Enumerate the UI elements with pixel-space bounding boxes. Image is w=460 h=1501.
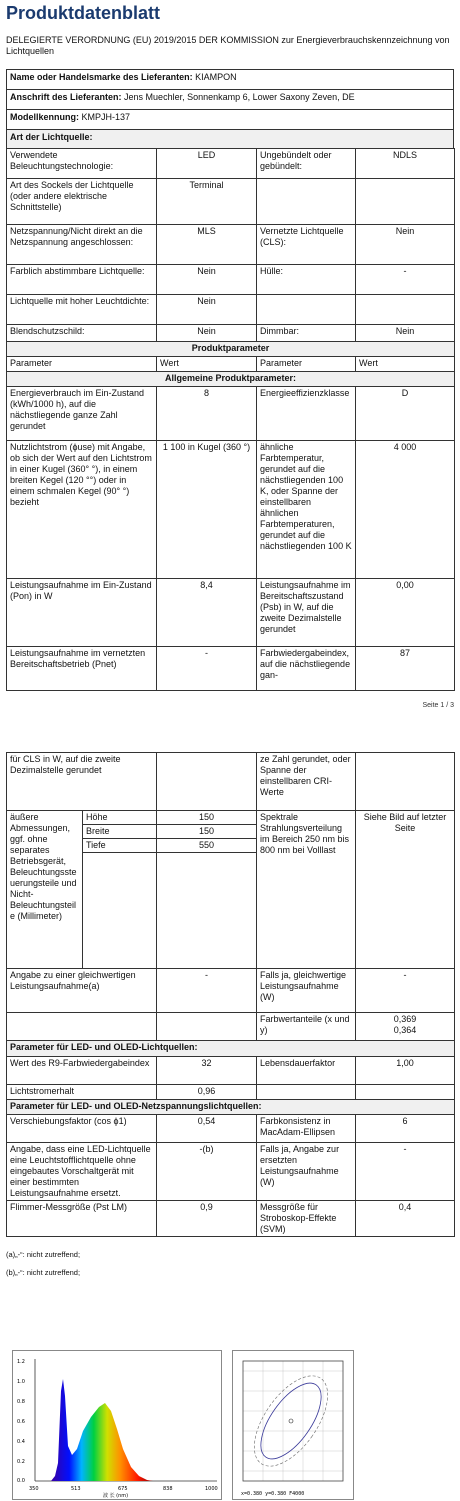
cell: Verwendete Beleuchtungstechnologie: — [7, 149, 157, 179]
table-row — [7, 441, 455, 579]
cell: 4 000 — [356, 441, 455, 579]
cell: Wert des R9-Farbwiedergabeindex — [7, 1057, 157, 1085]
cell: Energieeffizienzklasse — [257, 387, 356, 441]
cell: Lichtstromerhalt — [7, 1085, 157, 1100]
model-value: KMPJH-137 — [81, 112, 131, 122]
dimension-row-height — [7, 811, 455, 825]
table-row — [7, 1143, 455, 1201]
cell: Vernetzte Lichtquelle (CLS): — [257, 225, 356, 265]
cell: Farbkonsistenz in MacAdam-Ellipsen — [257, 1115, 356, 1143]
cell: 8 — [157, 387, 257, 441]
cell: Angabe zu einer gleichwertigen Leistungsaufnahme(a) — [7, 969, 157, 1013]
spectrum-svg — [13, 1351, 221, 1499]
cell: ähnliche Farbtemperatur, gerundet auf die nächstliegenden 100 K, oder Spanne der einstellbaren ähnlichen Farbtemperaturen, gerundet auf die nächstliegenden 100 K — [257, 441, 356, 579]
chromaticity-caption: x=0.380 y=0.380 F4000 — [241, 1491, 305, 1497]
type-row-tunable — [7, 265, 455, 295]
cell: Nein — [356, 225, 455, 265]
document-title: Produktdatenblatt — [6, 3, 161, 23]
cell: Nein — [356, 325, 455, 342]
cell: Leistungsaufnahme im Bereitschaftszustand (Psb) in W, auf die zweite Dezimalstelle gerundet — [257, 579, 356, 647]
cell: 0,4 — [356, 1201, 455, 1237]
x-tick: 838 — [163, 1486, 173, 1492]
cell: - — [356, 969, 455, 1013]
cell: Terminal — [157, 179, 257, 225]
cell: Falls ja, gleichwertige Leistungsaufnahme (W) — [257, 969, 356, 1013]
section-heading: Parameter für LED- und OLED-Lichtquellen: — [7, 1041, 455, 1057]
model-row — [6, 109, 454, 130]
table-row — [7, 1057, 455, 1085]
empty-cell — [83, 853, 157, 969]
model-label: Modellkennung: — [10, 112, 79, 122]
cell — [356, 1085, 455, 1100]
y-tick: 0.8 — [17, 1399, 25, 1405]
cell: Nutzlichtstrom (ϕuse) mit Angabe, ob sich der Wert auf den Lichtstrom in einer Kugel (360° °), in einem breiten Kegel (120 °°) oder in einem schmalen Kegel (90° °) bezieht — [7, 441, 157, 579]
table-row — [7, 969, 455, 1013]
cell: Ungebündelt oder gebündelt: — [257, 149, 356, 179]
cell: -(b) — [157, 1143, 257, 1201]
type-row-socket — [7, 179, 455, 225]
section-heading: Produktparameter — [7, 342, 455, 357]
cell: Nein — [157, 295, 257, 325]
footnote-a: (a)„-“: nicht zutreffend; — [6, 1250, 81, 1259]
cell: Leistungsaufnahme im Ein-Zustand (Pon) in W — [7, 579, 157, 647]
cell: 1 100 in Kugel (360 °) — [157, 441, 257, 579]
y-tick: 0.6 — [17, 1419, 25, 1425]
cell: 0,54 — [157, 1115, 257, 1143]
cell: - — [157, 647, 257, 691]
x-axis-label: 波 长 (nm) — [103, 1493, 129, 1499]
cell: 0,00 — [356, 579, 455, 647]
cell — [157, 753, 257, 811]
table-row — [7, 1013, 455, 1041]
cell — [356, 295, 455, 325]
cell: Farbwiedergabeindex, auf die nächstliegende gan- — [257, 647, 356, 691]
light-source-type-label: Art der Lichtquelle: — [10, 132, 93, 142]
type-row-mains — [7, 225, 455, 265]
cell: Farbwertanteile (x und y) — [257, 1013, 356, 1041]
table-row-continued — [7, 753, 455, 811]
dimension-name: Tiefe — [83, 839, 157, 853]
table-row — [7, 387, 455, 441]
type-row-technology — [7, 149, 455, 179]
cell: 8,4 — [157, 579, 257, 647]
chromaticity-diagram — [232, 1350, 354, 1500]
table-row — [7, 1085, 455, 1100]
cell: 0,9 — [157, 1201, 257, 1237]
cell: Dimmbar: — [257, 325, 356, 342]
column-headers — [7, 357, 455, 372]
cell: 6 — [356, 1115, 455, 1143]
supplier-name-row — [6, 69, 454, 90]
table-row — [7, 647, 455, 691]
section-heading: Allgemeine Produktparameter: — [7, 372, 455, 387]
cell: Nein — [157, 325, 257, 342]
x-tick: 675 — [118, 1486, 128, 1492]
cell: für CLS in W, auf die zweite Dezimalstelle gerundet — [7, 753, 157, 811]
table-row — [7, 579, 455, 647]
supplier-name-value: KIAMPON — [195, 72, 237, 82]
cell: MLS — [157, 225, 257, 265]
cell: 0,369 0,364 — [356, 1013, 455, 1041]
cell: 87 — [356, 647, 455, 691]
y-tick: 0.2 — [17, 1459, 25, 1465]
page-number: Seite 1 / 3 — [422, 702, 454, 709]
cell — [7, 1013, 157, 1041]
supplier-address-value: Jens Muechler, Sonnenkamp 6, Lower Saxony Zeven, DE — [124, 92, 355, 102]
regulation-intro: DELEGIERTE VERORDNUNG (EU) 2019/2015 DER KOMMISSION zur Energieverbrauchskennzeichnung von Lichtquellen — [6, 35, 450, 56]
y-tick: 0.4 — [17, 1439, 25, 1445]
dimension-value: 550 — [157, 839, 257, 853]
type-row-high-luminance — [7, 295, 455, 325]
datasheet-table-page2 — [6, 752, 455, 1237]
supplier-name-label: Name oder Handelsmarke des Lieferanten: — [10, 72, 193, 82]
cell — [356, 753, 455, 811]
cell — [257, 295, 356, 325]
column-header: Wert — [356, 357, 455, 372]
cell: - — [157, 969, 257, 1013]
cell: NDLS — [356, 149, 455, 179]
type-row-glare — [7, 325, 455, 342]
spectral-label: Spektrale Strahlungsverteilung im Bereich 250 nm bis 800 nm bei Volllast — [257, 811, 356, 969]
x-tick: 513 — [71, 1486, 81, 1492]
y-tick: 1.2 — [17, 1359, 25, 1365]
cell: Flimmer-Messgröße (Pst LM) — [7, 1201, 157, 1237]
cell: Lichtquelle mit hoher Leuchtdichte: — [7, 295, 157, 325]
cell: 1,00 — [356, 1057, 455, 1085]
dimension-name: Höhe — [83, 811, 157, 825]
cell: Messgröße für Stroboskop-Effekte (SVM) — [257, 1201, 356, 1237]
cell: - — [356, 1143, 455, 1201]
led-params-header — [7, 1041, 455, 1057]
spectral-value: Siehe Bild auf letzter Seite — [356, 811, 455, 969]
dimension-value: 150 — [157, 825, 257, 839]
cell: LED — [157, 149, 257, 179]
supplier-address-label: Anschrift des Lieferanten: — [10, 92, 122, 102]
dimension-value: 150 — [157, 811, 257, 825]
table-row — [7, 1115, 455, 1143]
x-tick: 350 — [29, 1486, 39, 1492]
cell: Art des Sockels der Lichtquelle (oder andere elektrische Schnittstelle) — [7, 179, 157, 225]
cell: D — [356, 387, 455, 441]
table-row — [7, 1201, 455, 1237]
dimension-name: Breite — [83, 825, 157, 839]
x-tick: 1000 — [205, 1486, 218, 1492]
column-header: Wert — [157, 357, 257, 372]
diagram-background — [233, 1351, 353, 1499]
light-source-type-header — [6, 129, 454, 149]
column-header: Parameter — [257, 357, 356, 372]
cell — [257, 179, 356, 225]
cell: ze Zahl gerundet, oder Spanne der einstellbaren CRI-Werte — [257, 753, 356, 811]
cell — [257, 1085, 356, 1100]
cell: Hülle: — [257, 265, 356, 295]
cell: Angabe, dass eine LED-Lichtquelle eine Leuchtstofflichtquelle ohne eingebautes Vorschaltgerät mit einer bestimmten Leistungsaufnahme ersetzt. — [7, 1143, 157, 1201]
product-params-header — [7, 342, 455, 357]
spectrum-chart — [12, 1350, 222, 1500]
cell — [356, 179, 455, 225]
cell: Leistungsaufnahme im vernetzten Bereitschaftsbetrieb (Pnet) — [7, 647, 157, 691]
section-heading: Parameter für LED- und OLED-Netzspannungslichtquellen: — [7, 1100, 455, 1115]
cell: Lebensdauerfaktor — [257, 1057, 356, 1085]
cell: 32 — [157, 1057, 257, 1085]
supplier-address-row — [6, 89, 454, 110]
cell: Farblich abstimmbare Lichtquelle: — [7, 265, 157, 295]
dimensions-label: äußere Abmessungen, ggf. ohne separates Betriebsgerät, Beleuchtungssteuerungsteile und Nicht-Beleuchtungsteile (Millimeter) — [7, 811, 83, 969]
cell: Energieverbrauch im Ein-Zustand (kWh/1000 h), auf die nächstliegende ganze Zahl gerundet — [7, 387, 157, 441]
footnote-b: (b)„-“: nicht zutreffend; — [6, 1268, 81, 1277]
mains-params-header — [7, 1100, 455, 1115]
chromaticity-svg — [233, 1351, 353, 1499]
column-header: Parameter — [7, 357, 157, 372]
cell: Verschiebungsfaktor (cos ϕ1) — [7, 1115, 157, 1143]
cell: Blendschutzschild: — [7, 325, 157, 342]
cell: Falls ja, Angabe zur ersetzten Leistungsaufnahme (W) — [257, 1143, 356, 1201]
cell: 0,96 — [157, 1085, 257, 1100]
cell: - — [356, 265, 455, 295]
general-params-header — [7, 372, 455, 387]
cell: Nein — [157, 265, 257, 295]
datasheet-table-page1 — [6, 148, 455, 691]
empty-cell — [157, 853, 257, 969]
y-tick: 0.0 — [17, 1478, 25, 1484]
y-tick: 1.0 — [17, 1379, 25, 1385]
cell: Netzspannung/Nicht direkt an die Netzspannung angeschlossen: — [7, 225, 157, 265]
cell — [157, 1013, 257, 1041]
